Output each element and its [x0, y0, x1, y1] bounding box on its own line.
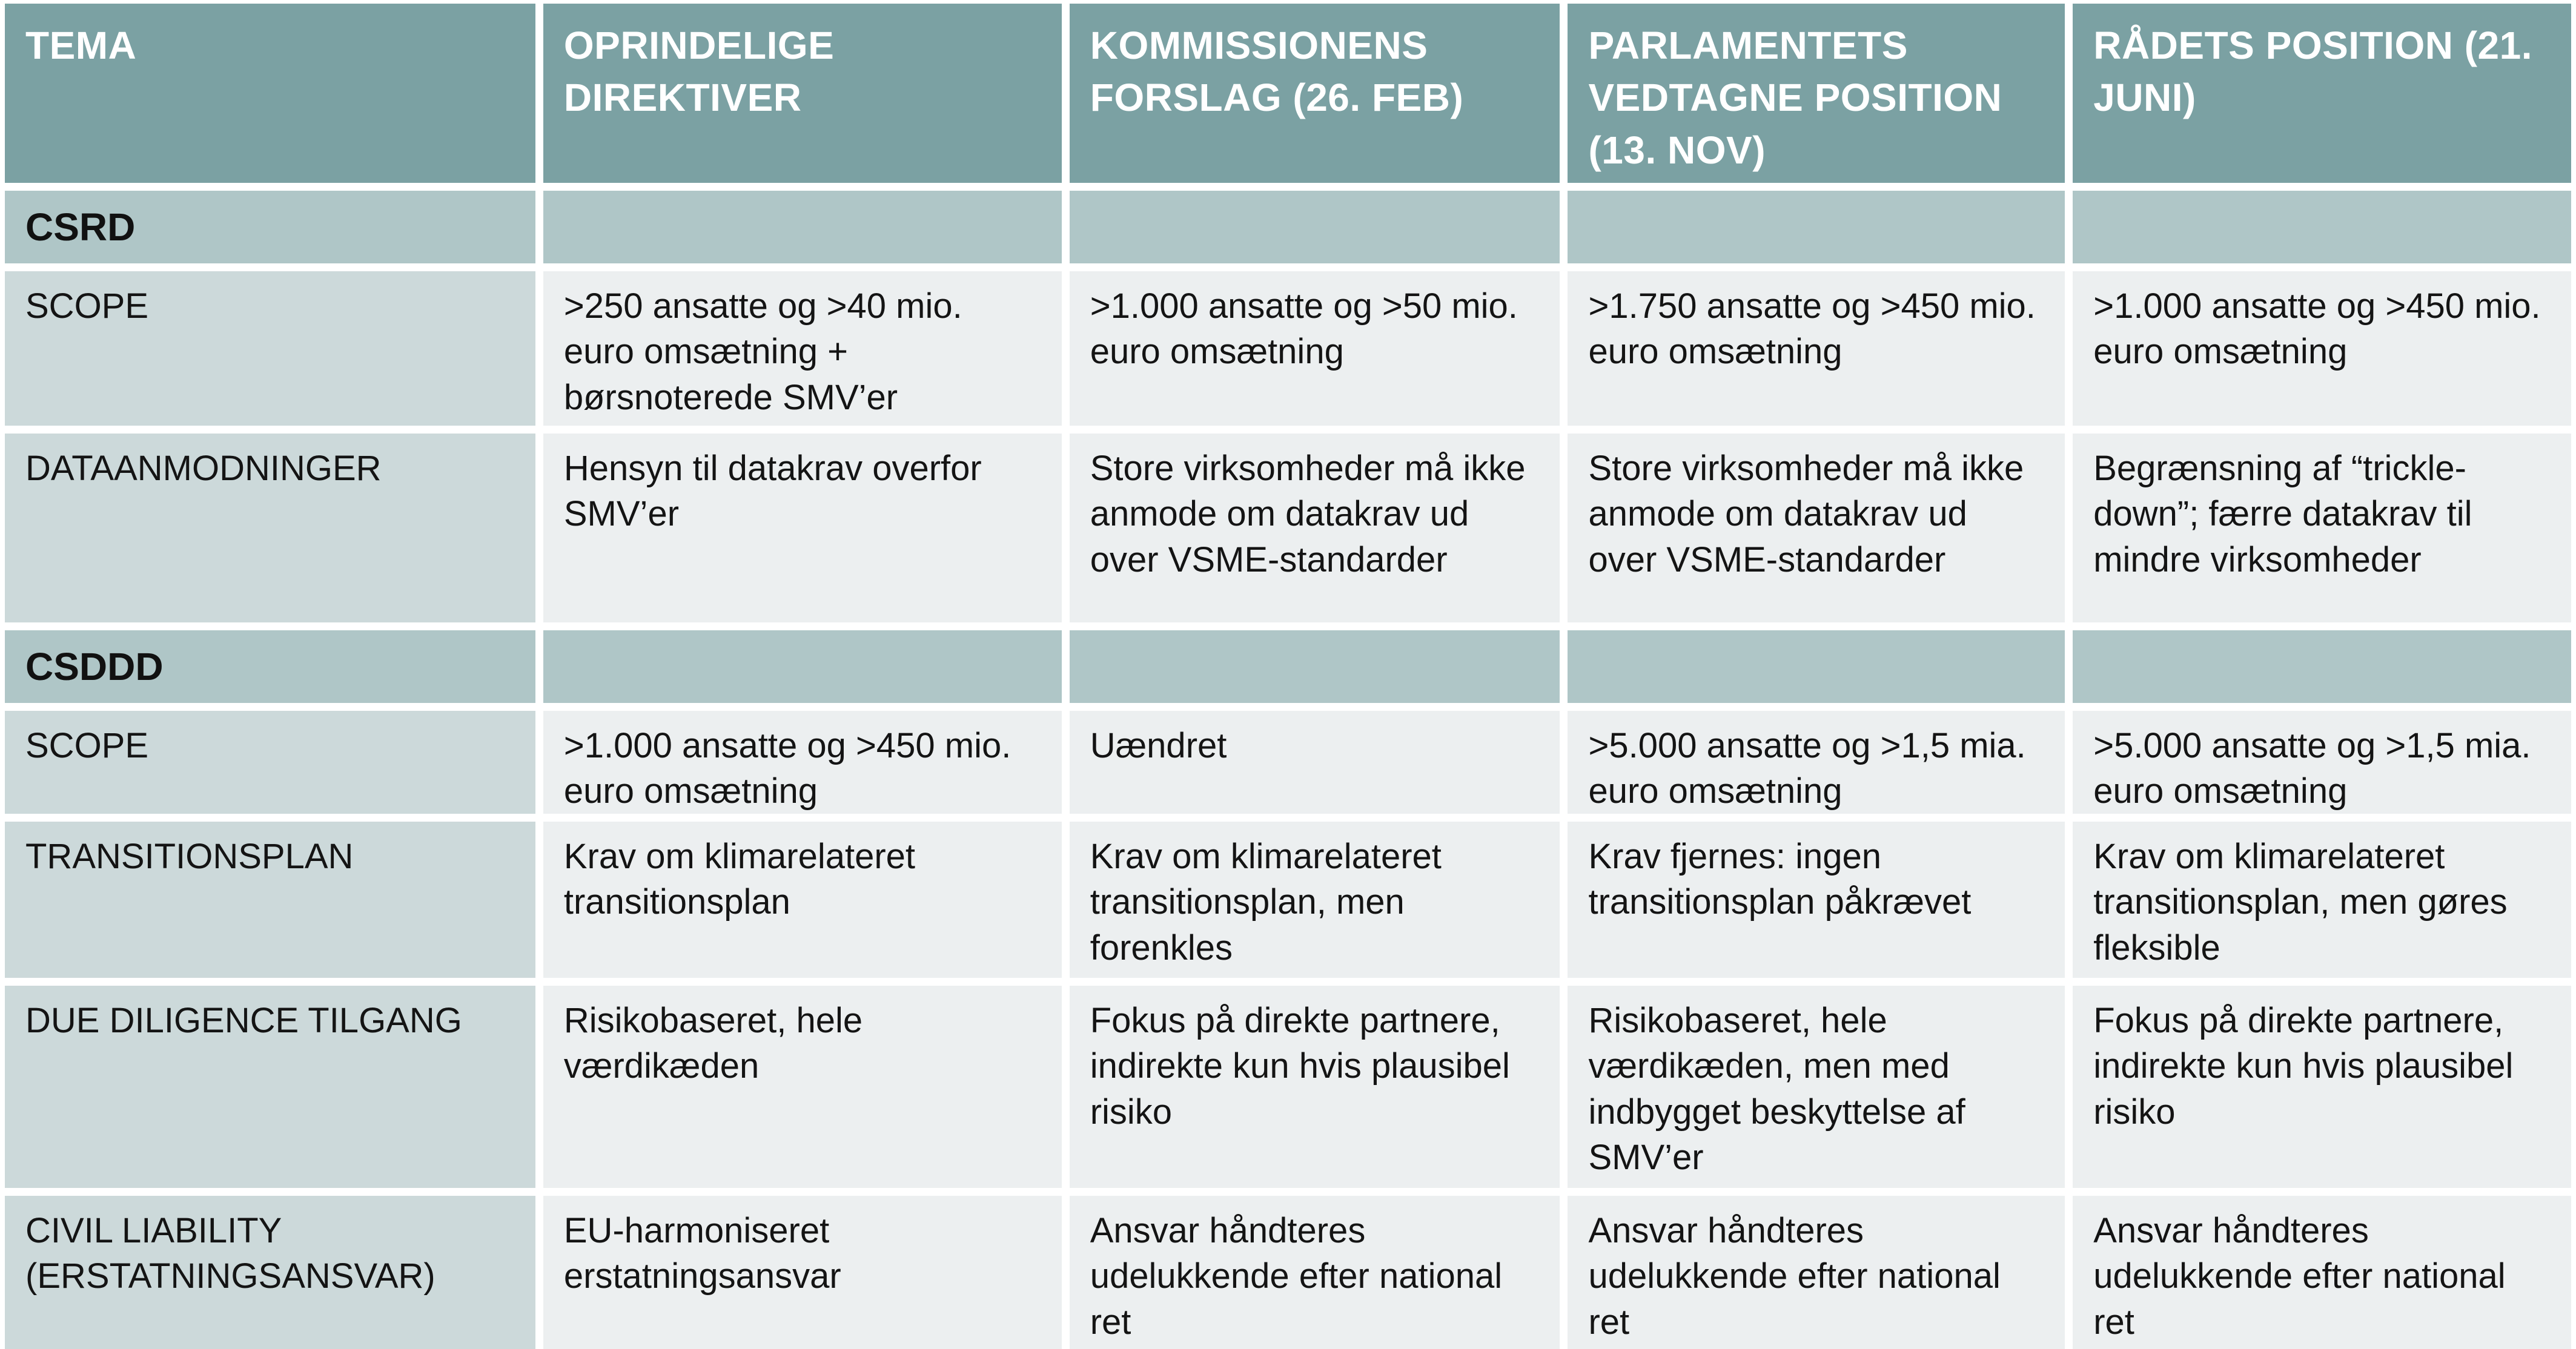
table-row-csrd-scope	[5, 271, 2571, 426]
cell-csrd-data-parlamentet: Store virksomheder må ikke anmode om datakrav ud over VSME-standarder	[1568, 434, 2065, 622]
table-row-csddd-due-diligence	[5, 986, 2571, 1188]
cell-csrd-data-kommissionen: Store virksomheder må ikke anmode om datakrav ud over VSME-standarder	[1070, 434, 1560, 622]
table-row-csddd-transitionsplan	[5, 822, 2571, 978]
cell-csddd-dd-raadet: Fokus på direkte partnere, indirekte kun hvis plausibel risiko	[2073, 986, 2571, 1188]
section-spacer-cell	[2073, 191, 2571, 263]
section-spacer-cell	[543, 630, 1062, 703]
row-label-scope: SCOPE	[5, 271, 535, 426]
cell-csrd-scope-raadet: >1.000 ansatte og >450 mio. euro omsætning	[2073, 271, 2571, 426]
column-header-oprindelige-direktiver: OPRINDELIGE DIREKTIVER	[543, 4, 1062, 183]
cell-csddd-scope-raadet: >5.000 ansatte og >1,5 mia. euro omsætning	[2073, 711, 2571, 814]
column-header-tema: TEMA	[5, 4, 535, 183]
cell-csddd-dd-kommissionen: Fokus på direkte partnere, indirekte kun hvis plausibel risiko	[1070, 986, 1560, 1188]
cell-csddd-dd-oprindelige: Risikobaseret, hele værdikæden	[543, 986, 1062, 1188]
cell-csddd-trans-raadet: Krav om klimarelateret transitionsplan, men gøres fleksible	[2073, 822, 2571, 978]
section-spacer-cell	[1070, 630, 1560, 703]
row-label-scope: SCOPE	[5, 711, 535, 814]
cell-csddd-trans-kommissionen: Krav om klimarelateret transitionsplan, men forenkles	[1070, 822, 1560, 978]
section-spacer-cell	[543, 191, 1062, 263]
section-spacer-cell	[1568, 630, 2065, 703]
row-label-civil-liability: CIVIL LIABILITY (ERSTATNINGSANSVAR)	[5, 1196, 535, 1349]
table-row-csddd-scope	[5, 711, 2571, 814]
cell-csddd-scope-kommissionen: Uændret	[1070, 711, 1560, 814]
cell-csddd-civil-parlamentet: Ansvar håndteres udelukkende efter national ret	[1568, 1196, 2065, 1349]
cell-csrd-scope-oprindelige: >250 ansatte og >40 mio. euro omsætning + børsnoterede SMV’er	[543, 271, 1062, 426]
section-title-csddd: CSDDD	[5, 630, 535, 703]
cell-csddd-civil-oprindelige: EU-harmoniseret erstatningsansvar	[543, 1196, 1062, 1349]
cell-csddd-dd-parlamentet: Risikobaseret, hele værdikæden, men med indbygget beskyttelse af SMV’er	[1568, 986, 2065, 1188]
section-spacer-cell	[2073, 630, 2571, 703]
cell-csrd-data-oprindelige: Hensyn til datakrav overfor SMV’er	[543, 434, 1062, 622]
cell-csddd-trans-parlamentet: Krav fjernes: ingen transitionsplan påkrævet	[1568, 822, 2065, 978]
section-row-csddd	[5, 630, 2571, 703]
column-header-parlamentets-position: PARLAMENTETS VEDTAGNE POSITION (13. NOV)	[1568, 4, 2065, 183]
row-label-due-diligence-tilgang: DUE DILIGENCE TILGANG	[5, 986, 535, 1188]
row-label-dataanmodninger: DATAANMODNINGER	[5, 434, 535, 622]
column-header-kommissionens-forslag: KOMMISSIONENS FORSLAG (26. FEB)	[1070, 4, 1560, 183]
column-header-raadets-position: RÅDETS POSITION (21. JUNI)	[2073, 4, 2571, 183]
table-row-csrd-dataanmodninger	[5, 434, 2571, 622]
cell-csddd-trans-oprindelige: Krav om klimarelateret transitionsplan	[543, 822, 1062, 978]
cell-csrd-data-raadet: Begrænsning af “trickle-down”; færre datakrav til mindre virksomheder	[2073, 434, 2571, 622]
cell-csddd-civil-raadet: Ansvar håndteres udelukkende efter national ret	[2073, 1196, 2571, 1349]
row-label-transitionsplan: TRANSITIONSPLAN	[5, 822, 535, 978]
cell-csrd-scope-parlamentet: >1.750 ansatte og >450 mio. euro omsætning	[1568, 271, 2065, 426]
section-row-csrd	[5, 191, 2571, 263]
section-spacer-cell	[1070, 191, 1560, 263]
section-spacer-cell	[1568, 191, 2065, 263]
cell-csddd-civil-kommissionen: Ansvar håndteres udelukkende efter national ret	[1070, 1196, 1560, 1349]
cell-csrd-scope-kommissionen: >1.000 ansatte og >50 mio. euro omsætning	[1070, 271, 1560, 426]
section-title-csrd: CSRD	[5, 191, 535, 263]
cell-csddd-scope-parlamentet: >5.000 ansatte og >1,5 mia. euro omsætning	[1568, 711, 2065, 814]
table-row-csddd-civil-liability	[5, 1196, 2571, 1349]
cell-csddd-scope-oprindelige: >1.000 ansatte og >450 mio. euro omsætning	[543, 711, 1062, 814]
table-header-row	[5, 4, 2571, 183]
